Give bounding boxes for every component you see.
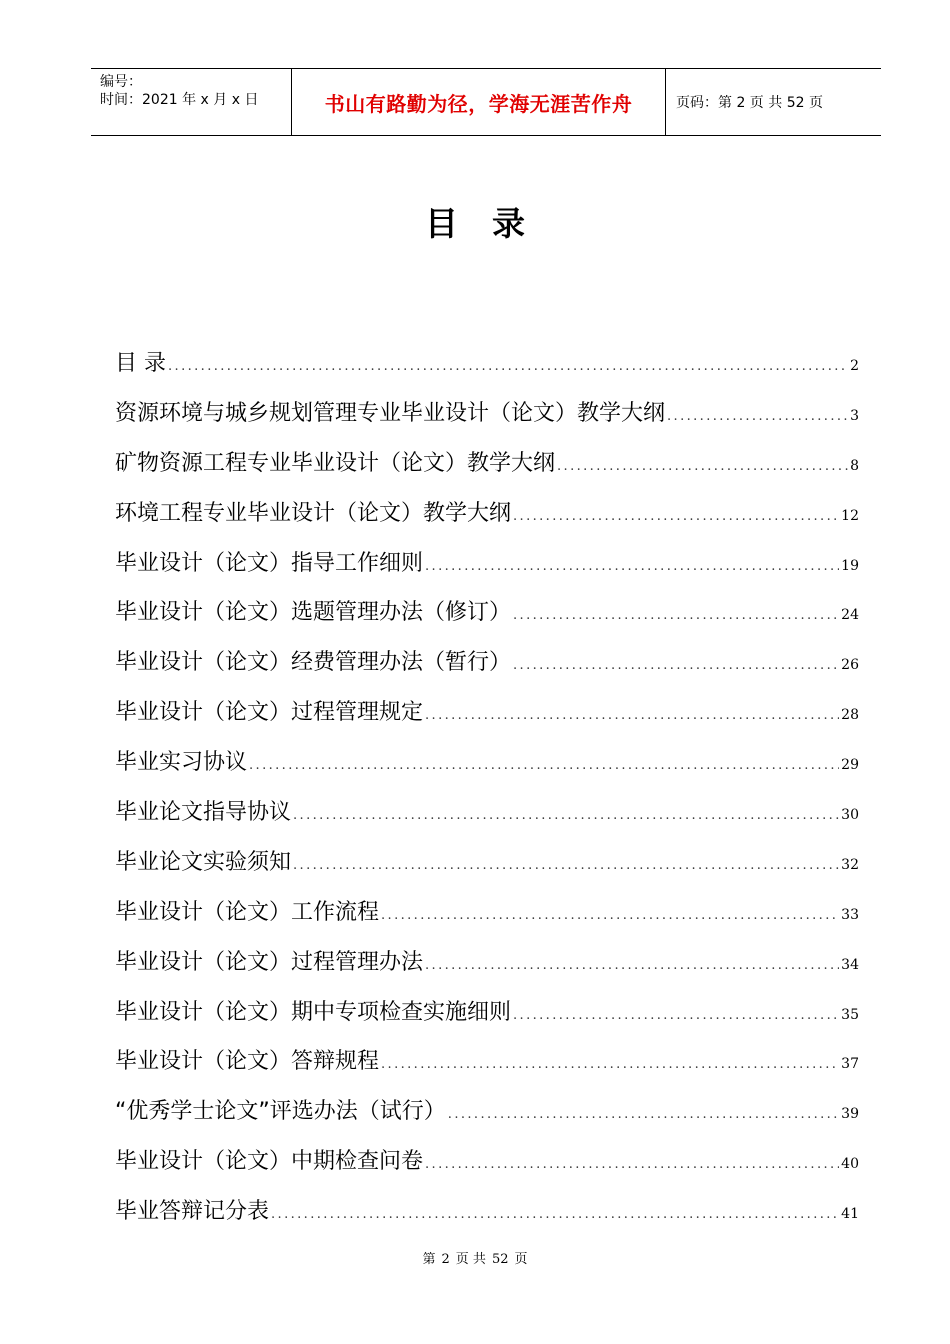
toc-entry[interactable] [115, 1044, 859, 1094]
toc-entry-title: 毕业论文实验须知 [115, 849, 292, 875]
toc-entry-page: 39 [841, 1106, 859, 1123]
footer-prefix: 第 [422, 1252, 436, 1267]
header-meta [91, 69, 292, 135]
header-motto: 书山有路勤为径，学海无涯苦作舟 [324, 91, 633, 116]
toc-leader-dots [513, 608, 839, 623]
toc-entry-page: 3 [850, 407, 859, 424]
document-number-label: 编号： [100, 74, 142, 90]
toc-leader-dots [168, 359, 848, 374]
page-header [91, 68, 881, 136]
toc-leader-dots [513, 1008, 839, 1023]
toc-entry-title: 环境工程专业毕业设计（论文）教学大纲 [115, 500, 512, 526]
toc-leader-dots [557, 459, 848, 474]
toc-entry-title: 毕业实习协议 [115, 750, 248, 776]
header-page-info [666, 69, 881, 135]
header-page-info-text: 页码：第 2 页 共 52 页 [676, 95, 823, 111]
header-motto-cell [292, 69, 666, 135]
toc-entry[interactable] [115, 1094, 859, 1144]
toc-leader-dots [513, 509, 839, 524]
toc-leader-dots [381, 1057, 839, 1072]
table-of-contents [115, 346, 859, 1244]
toc-entry-page: 29 [841, 757, 859, 774]
document-time: 时间：2021 年 x 月 x 日 [100, 92, 259, 108]
toc-entry-title: 毕业答辩记分表 [115, 1199, 270, 1225]
toc-entry-page: 24 [841, 607, 859, 624]
toc-leader-dots [293, 808, 839, 823]
toc-entry-title: 毕业设计（论文）经费管理办法（暂行） [115, 650, 512, 676]
footer-mid: 页 共 [455, 1252, 486, 1267]
toc-entry-title: 毕业设计（论文）期中专项检查实施细则 [115, 999, 512, 1025]
toc-entry[interactable] [115, 546, 859, 596]
footer-total: 52 [491, 1252, 509, 1267]
toc-entry[interactable] [115, 845, 859, 895]
toc-entry-page: 12 [841, 507, 859, 524]
toc-entry-page: 2 [850, 358, 859, 374]
footer-page: 2 [441, 1252, 450, 1267]
toc-entry-title: 毕业设计（论文）答辩规程 [115, 1049, 380, 1075]
toc-entry-page: 30 [841, 807, 859, 824]
toc-entry[interactable] [115, 745, 859, 795]
toc-leader-dots [425, 559, 839, 574]
toc-entry[interactable] [115, 945, 859, 995]
toc-entry[interactable] [115, 795, 859, 845]
toc-entry-page: 37 [841, 1056, 859, 1073]
toc-entry-page: 35 [841, 1006, 859, 1023]
toc-entry-page: 41 [841, 1206, 859, 1223]
toc-leader-dots [425, 958, 839, 973]
toc-entry-title: 毕业设计（论文）选题管理办法（修订） [115, 600, 512, 626]
toc-entry-title: 目 录 [115, 351, 166, 376]
toc-entry-page: 40 [841, 1156, 859, 1173]
toc-entry-title: 资源环境与城乡规划管理专业毕业设计（论文）教学大纲 [115, 400, 666, 426]
toc-entry[interactable] [115, 645, 859, 695]
toc-entry-page: 32 [841, 856, 859, 873]
toc-entry-title: 毕业设计（论文）过程管理办法 [115, 949, 424, 975]
toc-entry-page: 28 [841, 707, 859, 724]
toc-entry[interactable] [115, 895, 859, 945]
toc-entry-title: 毕业设计（论文）工作流程 [115, 899, 380, 925]
toc-leader-dots [667, 409, 848, 424]
toc-leader-dots [271, 1207, 839, 1222]
toc-leader-dots [293, 858, 839, 873]
toc-entry-title: 矿物资源工程专业毕业设计（论文）教学大纲 [115, 450, 556, 476]
toc-entry[interactable] [115, 995, 859, 1045]
toc-leader-dots [381, 908, 839, 923]
toc-entry-title: 毕业论文指导协议 [115, 800, 292, 826]
toc-entry-page: 19 [841, 557, 859, 574]
toc-entry[interactable] [115, 1144, 859, 1194]
toc-entry[interactable] [115, 346, 859, 396]
toc-entry-page: 26 [841, 657, 859, 674]
toc-entry[interactable] [115, 496, 859, 546]
toc-entry-page: 8 [850, 457, 859, 474]
toc-entry-title: “优秀学士论文”评选办法（试行） [115, 1099, 446, 1125]
toc-entry-title: 毕业设计（论文）中期检查问卷 [115, 1149, 424, 1175]
page-footer [0, 1248, 950, 1267]
toc-entry[interactable] [115, 595, 859, 645]
toc-leader-dots [513, 658, 839, 673]
toc-entry[interactable] [115, 446, 859, 496]
toc-entry-page: 33 [841, 906, 859, 923]
toc-entry-title: 毕业设计（论文）指导工作细则 [115, 550, 424, 576]
toc-leader-dots [425, 1157, 839, 1172]
page-title: 目录 [425, 204, 559, 243]
toc-entry-page: 34 [841, 956, 859, 973]
toc-entry[interactable] [115, 695, 859, 745]
toc-entry[interactable] [115, 396, 859, 446]
toc-leader-dots [448, 1107, 839, 1122]
footer-suffix: 页 [514, 1252, 528, 1267]
toc-entry-title: 毕业设计（论文）过程管理规定 [115, 700, 424, 726]
toc-leader-dots [425, 708, 839, 723]
toc-entry[interactable] [115, 1194, 859, 1244]
toc-leader-dots [249, 758, 839, 773]
